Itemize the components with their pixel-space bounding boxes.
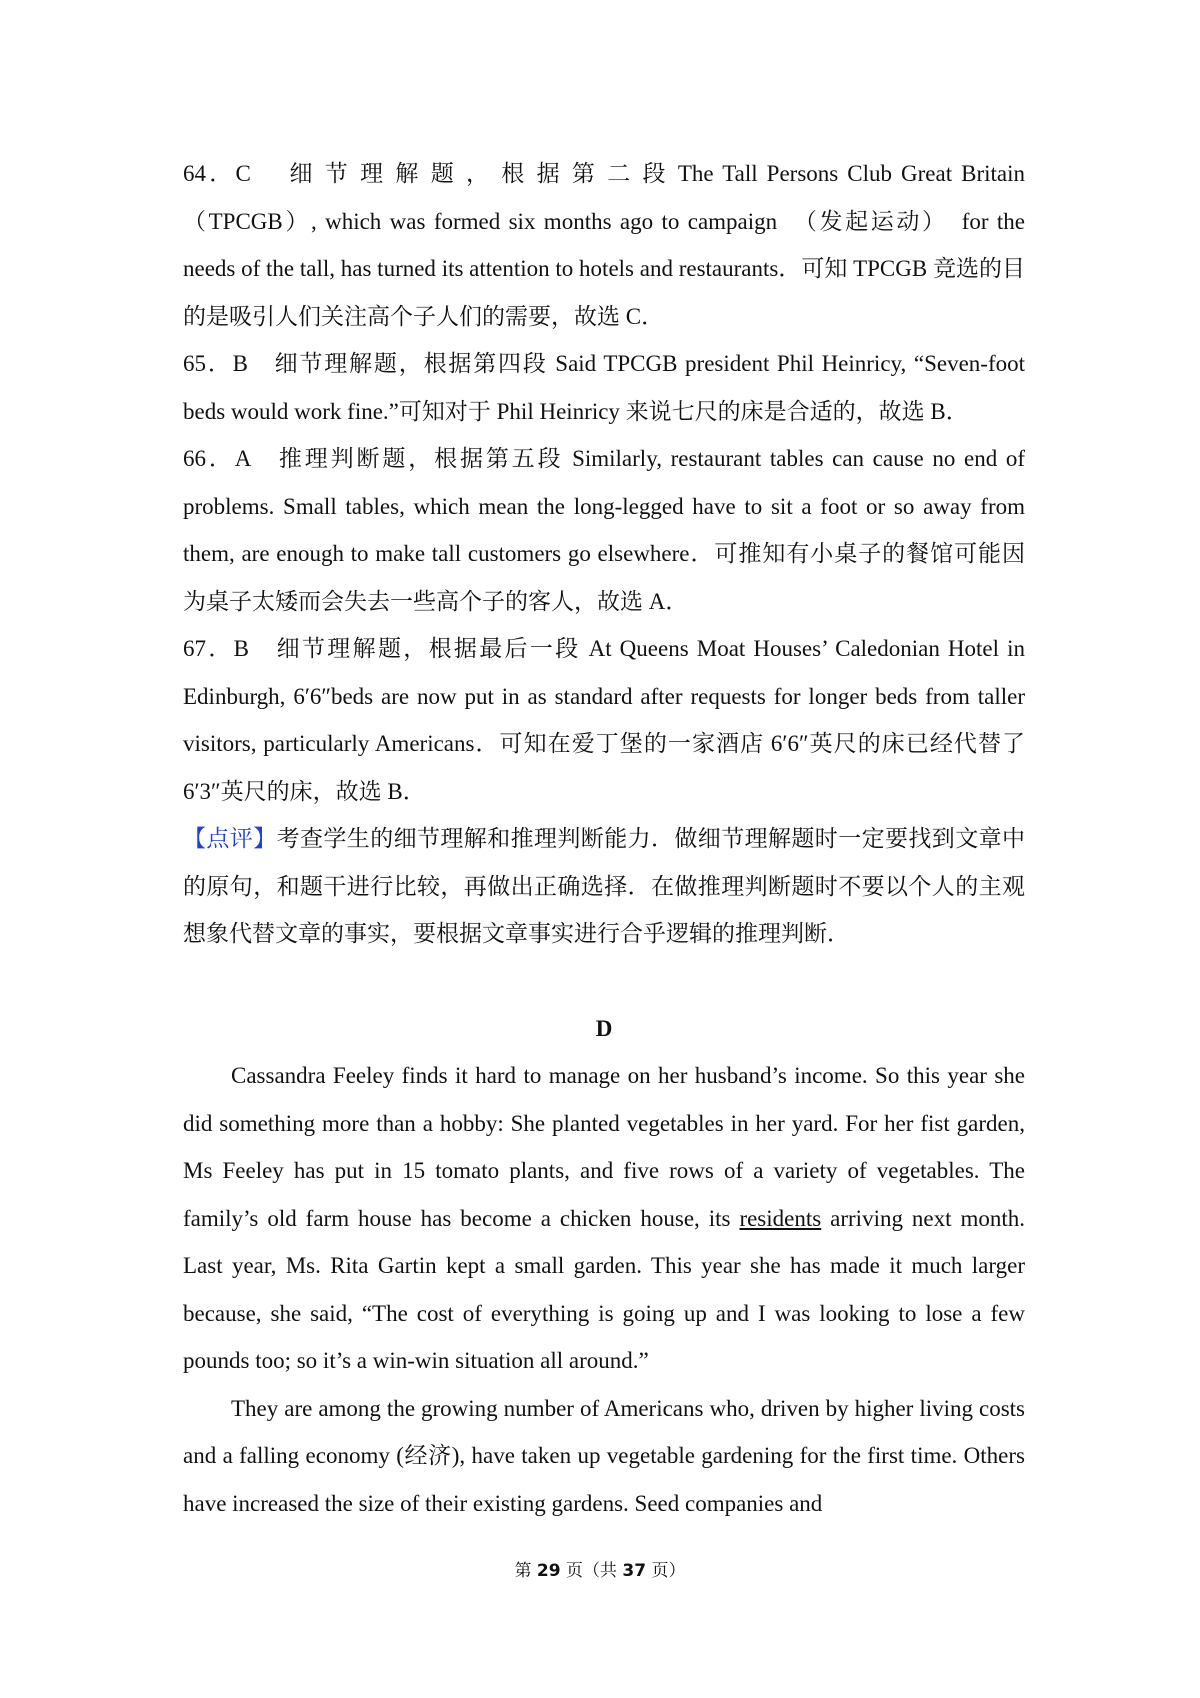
passage-p1-after: arriving next month. Last year, Ms. Rita Gartin kept a small garden. This year she has made it much larger because, she said, “The cost of everything is going up and I was looking to lose a few pounds too; so it’s a win-win situation all around.” [183, 1205, 1026, 1373]
comment-paragraph [183, 815, 1025, 958]
answer-64: 64．C 细 节 理 解 题 ， 根 据 第 二 段 The Tall Persons Club Great Britain（TPCGB）, which was formed six months ago to campaign （发起运动） for the needs of the tall, has turned its attention to hotels and restaurants．可知 TPCGB 竞选的目的是吸引人们关注高个子人们的需要，故选 C． [183, 161, 1025, 329]
footer-suffix: 页） [646, 1561, 686, 1581]
passage-underlined-word: residents [739, 1205, 822, 1231]
passage-paragraph-1 [183, 1052, 1025, 1385]
footer-total-pages: 37 [622, 1561, 647, 1581]
page-content [183, 150, 1025, 1527]
answer-65: 65．B 细节理解题，根据第四段 Said TPCGB president Phil Heinricy, “Seven-foot beds would work fine.”可知对于 Phil Heinricy 来说七尺的床是合适的，故选 B． [183, 351, 1025, 424]
section-heading: D [595, 1015, 613, 1041]
answer-66: 66．A 推理判断题，根据第五段 Similarly, restaurant tables can cause no end of problems. Small tables, which mean the long-legged have to sit a foot or so away from them, are enough to make tall customers go elsewhere．可推知有小桌子的餐馆可能因为桌子太矮而会失去一些高个子的客人，故选 A． [183, 446, 1025, 614]
answer-67: 67．B 细节理解题，根据最后一段 At Queens Moat Houses’ Caledonian Hotel in Edinburgh, 6′6″beds are now put in as standard after requests for longer beds from taller visitors, particularly Americans．可知在爱丁堡的一家酒店 6′6″英尺的床已经代替了 6′3″英尺的床，故选 B． [183, 636, 1025, 804]
footer-middle: 页（共 [560, 1561, 623, 1581]
passage-p1-before: Cassandra Feeley finds it hard to manage on her husband’s income. So this year she did something more than a hobby: She planted vegetables in her yard. For her fist garden, Ms Feeley has put in 15 tomato plants, and five rows of a variety of vegetables. The family’s old farm house has become a chicken house, its [183, 1063, 1025, 1231]
passage-paragraph-2: They are among the growing number of Americans who, driven by higher living costs and a falling economy (经济), have taken up vegetable gardening for the first time. Others have increased the size of their existing gardens. Seed companies and [183, 1395, 1025, 1516]
page-footer [0, 1556, 1200, 1581]
footer-current-page: 29 [536, 1561, 561, 1581]
comment-tag: 【点评】 [183, 826, 277, 851]
footer-prefix: 第 [514, 1561, 537, 1581]
comment-text: 考查学生的细节理解和推理判断能力．做细节理解题时一定要找到文章中的原句，和题干进行比较，再做出正确选择．在做推理判断题时不要以个人的主观想象代替文章的事实，要根据文章事实进行合乎逻辑的推理判断． [183, 826, 1026, 946]
